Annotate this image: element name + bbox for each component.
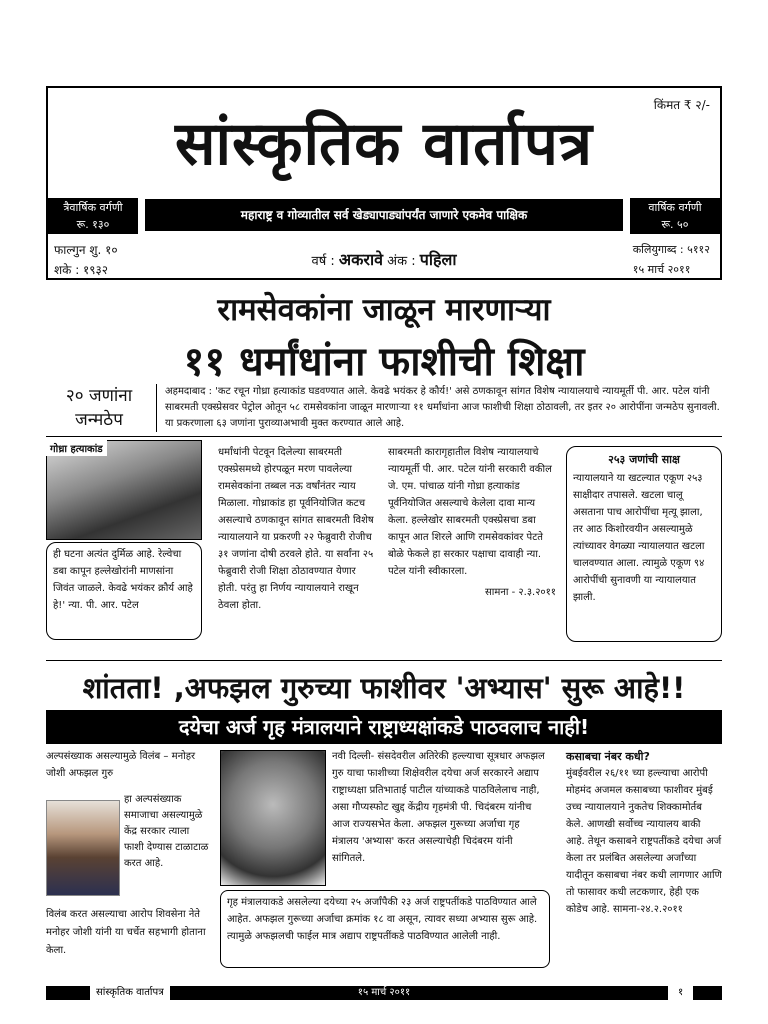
witness-box-text: न्यायालयाने या खटल्यात एकूण २५३ साक्षीदार तपासले. खटला चालू असताना पाच आरोपींचा मृत्यू झाला, तर आठ किशोरवयीन असल्यामुळे त्यांच्यावर वेगळ्या न्यायालयात खटला चालवण्यात आला. त्यामुळे एकूण ९४ आरोपींची सुनावणी या न्यायालयात झाली. — [573, 473, 705, 603]
tagline: महाराष्ट्र व गोव्यातील सर्व खेड्यापाड्यांपर्यंत जाणारे एकमेव पाक्षिक — [145, 199, 623, 231]
story1-column2-text: साबरमती कारागृहातील विशेष न्यायालयाचे न्यायमूर्ती पी. आर. पटेल यांनी सरकारी वकील जे. एम. पांचाळ यांनी गोध्रा हत्याकांड पूर्वनियोजित असल्याचे केलेला दावा मान्य केला. हल्लेखोर साबरमती एक्स्प्रेसचा डबा कापून आत शिरले आणि रामसेवकांवर पेटते बोळे फेकले हा सरकार पक्षाचा दावाही न्या. पटेल यांनी स्वीकारला. — [388, 447, 552, 577]
footer-date: १५ मार्च २०११ — [357, 987, 411, 998]
joshi-column-bottom: विलंब करत असल्याचा आरोप शिवसेना नेते मनोहर जोशी यांनी या चर्चेत सहभागी होताना केला. — [46, 909, 206, 956]
joshi-column-head: अल्पसंख्याक असल्यामुळे विलंब – मनोहर जोशी अफझल गुरु — [46, 751, 196, 779]
kasab-column-text: मुंबईवरील २६/११ च्या हल्ल्याचा आरोपी मोहमंद अजमल कसाबच्या फाशीवर मुंबई उच्च न्यायालयाने नुकतेच शिक्कामोर्तब केले. आणखी सर्वोच्च न्यायालय बाकी आहे. तेथून कसाबने राष्ट्रपतींकडे दयेचा अर्ज केला तर प्रलंबित असलेल्या अर्जांच्या यादीतून कसाबचा नंबर कधी लागणार आणि तो फासावर कधी लटकणार, हेही एक कोडेच आहे. सामना-२४.२.२०११ — [566, 768, 722, 915]
divider — [46, 660, 722, 661]
mercy-petition-box: गृह मंत्रालयाकडे असलेल्या दयेच्या २५ अर्जांपैकी २३ अर्ज राष्ट्रपतींकडे पाठविण्यात आले आहेत. अफझल गुरूच्या अर्जाचा क्रमांक १८ वा असून, त्यावर सध्या अभ्यास सुरू आहे. त्यामुळे अफझलची फाईल मात्र अद्याप राष्ट्रपतींकडे पाठविण्यात आलेली नाही. — [220, 890, 550, 968]
kasab-column-title: कसाबचा नंबर कधी? — [566, 750, 650, 763]
judge-quote: ही घटना अत्यंत दुर्मिळ आहे. रेल्वेचा डबा कापून हल्लेखोरांनी माणसांना जिवंत जाळले. केवढे भयंकर क्रौर्य आहे हे!' न्या. पी. आर. पटेल — [46, 542, 202, 640]
footer-title: सांस्कृतिक वार्तापत्र — [90, 986, 170, 1000]
delhi-column: नवी दिल्ली- संसदेवरील अतिरेकी हल्ल्याचा सूत्रधार अफझल गुरु याचा फाशीच्या शिक्षेवरील दयेचा अर्ज सरकारने अद्याप राष्ट्राध्यक्षा प्रतिभाताई पाटील यांच्याकडे पाठविलेलाच नाही, असा गौप्यस्फोट खुद्द केंद्रीय गृहमंत्री पी. चिदंबरम यांनीच आज राज्यसभेत केला. अफझल गुरूच्या अर्जाचा गृह मंत्रालय 'अभ्यास' करत असल्याचेही चिदंबरम यांनी सांगितले. — [332, 751, 545, 864]
price-label: किंमत ₹ २/- — [653, 98, 710, 112]
story1-lead: अहमदाबाद : 'कट रचून गोध्रा हत्याकांड घडवण्यात आले. केवढे भयंकर हे कौर्य!' असे ठणकावून सांगत विशेष न्यायालयाचे न्यायमूर्ती पी. आर. पटेल यांनी साबरमती एक्स्प्रेसवर पेट्रोल ओतून ५८ रामसेवकांना जाळून मारणाऱ्या ११ धर्मांधांना आज फाशीची शिक्षा ठोठावली, तर इतर २० आरोपींना जन्मठेप सुनावली. या प्रकरणाला ६३ जणांना पुराव्याअभावी मुक्त करण्यात आले आहे. — [156, 384, 722, 432]
story1-column1: धर्मांधांनी पेटवून दिलेल्या साबरमती एक्स्प्रेसमध्ये होरपळून मरण पावलेल्या रामसेवकांना तब्बल नऊ वर्षांनंतर न्याय मिळाला. गोध्राकांड हा पूर्वनियोजित कटच असल्याचे ठणकावून सांगत साबरमती विशेष न्यायालयाने या प्रकरणी २२ फेब्रुवारी रोजीच ३१ जणांना दोषी ठरवले होते. या सर्वांना २५ फेब्रुवारी रोजी शिक्षा ठोठावण्यात येणार होती. परंतु हा निर्णय न्यायालयाने राखून ठेवला होता. — [218, 447, 374, 611]
date-gregorian — [633, 240, 710, 280]
story2-headline: शांतता! ,अफझल गुरुच्या फाशीवर 'अभ्यास' सुरू आहे!! — [82, 671, 686, 705]
story2-subheadline: दयेचा अर्ज गृह मंत्रालयाने राष्ट्राध्यक्षांकडे पाठवलाच नाही! — [46, 710, 722, 744]
date-hindu-line1: फाल्गुन शु. १० — [54, 243, 118, 257]
story1-headline-line1: रामसेवकांना जाळून मारणाऱ्या — [217, 292, 551, 328]
kasab-column — [566, 748, 722, 918]
story1-column2 — [388, 444, 556, 601]
date-hindu-line2: शके : १९३२ — [54, 263, 109, 277]
manohar-joshi-photo — [46, 800, 120, 896]
subscription-triennial — [48, 198, 138, 234]
issue-value: पहिला — [419, 250, 457, 269]
story1-headline-line2: ११ धर्मांधांना फाशीची शिक्षा — [183, 339, 585, 385]
date-kaliyuga: कलियुगाब्द : ५११२ — [632, 243, 710, 256]
issue-label: अंक : — [387, 254, 416, 269]
subscription-annual-price: रू. ५० — [661, 218, 689, 231]
date-english: १५ मार्च २०११ — [632, 263, 691, 276]
subscription-triennial-price: रू. १३० — [76, 218, 110, 231]
page-number: १ — [668, 986, 693, 1000]
divider — [46, 436, 722, 437]
joshi-column-text: हा अल्पसंख्याक समाजाचा असल्यामुळे केंद्र सरकार त्याला फाशी देण्यास टाळाटाळ करत आहे. — [124, 794, 209, 869]
witness-box-title: २५३ जणांची साक्ष — [608, 453, 680, 466]
subscription-triennial-label: त्रैवार्षिक वर्गणी — [63, 201, 123, 214]
story1-source: सामना - २.३.२०११ — [485, 587, 556, 598]
subscription-annual — [630, 198, 720, 234]
year-label: वर्ष : — [311, 254, 335, 269]
subscription-annual-label: वार्षिक वर्गणी — [648, 201, 702, 214]
story1-side-headline: २० जणांना जन्मठेप — [65, 386, 133, 430]
godhra-photo-caption: गोध्रा हत्याकांड — [46, 440, 107, 456]
witness-box — [566, 446, 722, 642]
newspaper-title: सांस्कृतिक वार्तापत्र — [174, 109, 594, 179]
afzal-guru-photo — [220, 750, 326, 886]
year-value: अकरावे — [338, 250, 384, 269]
